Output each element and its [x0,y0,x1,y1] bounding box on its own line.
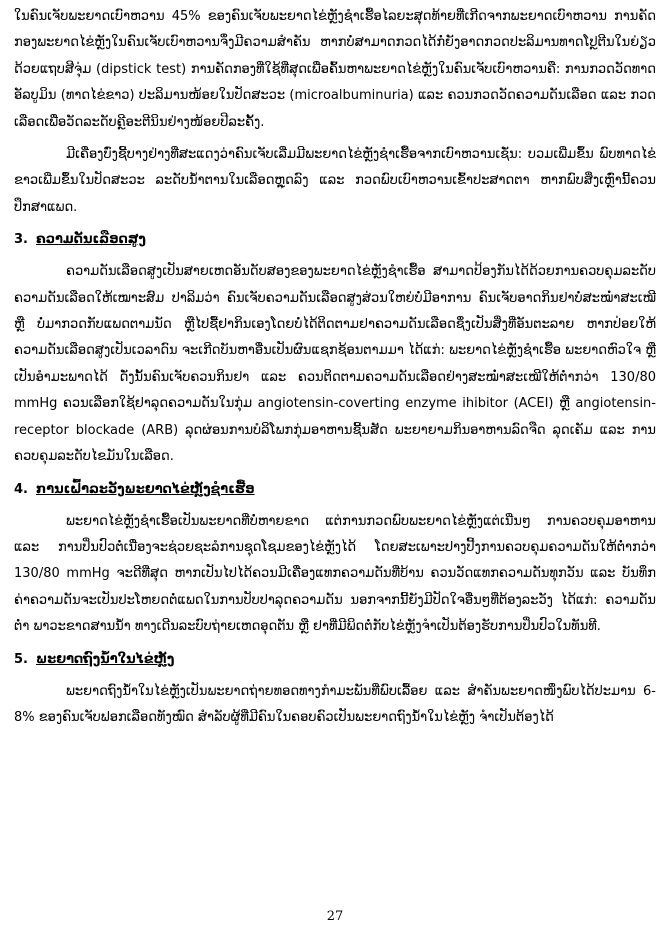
paragraph-diabetes-screening: ໃນຄົນເຈັບພະຍາດເບົາຫວານ 45% ຂອງຄົນເຈັບພະຍາດໄຂ່ຫຼັງຊໍາເຮື້ອໄລຍະສຸດທ້າຍທີ່ເກີດຈາກພະຍາດເບົາຫວານ ການຄັດກອງພະຍາດໄຂ່ຫຼັງໃນຄົນເຈັບເບົາຫວານຈຶ່ງມີຄວາມສໍາຄັນ ຫາກບໍ່ສາມາດກວດໄດ້ກໍ່ຍັງອາດກວດປະລິມານທາດໂປຼຕີນໃນຍ່ຽວດ້ວຍແຖບສີຈຸ່ມ (dipstick test) ການຄັດກອງທີ່ໃຊ້ທີ່ສຸດເພື່ອຄົ້ນຫາພະຍາດໄຂ່ຫຼັງໃນຄົນເຈັບເບົາຫວານຄື: ການກວດວັດທາດອັລບູມິນ (ທາດໄຂ່ຂາວ) ປະລິມານໜ້ອຍໃນປັດສະວະ (microalbuminuria) ແລະ ຄວນກວດວັດຄວາມດັນເລືອດ ແລະ ກວດເລືອດເພື່ອວັດລະດັບຄຼີອະຕີນິນຢ່າງໜ້ອຍປີລະຄັ້ງ. [14,9,656,130]
section-number: 5. [14,651,28,667]
section-heading-polycystic-kidney [14,647,656,673]
section-heading-hypertension [14,227,656,253]
paragraph-warning-signs: ມີເຄື່ອງບົ່ງຊີ້ບາງຢ່າງທີ່ສະແດງວ່າຄົນເຈັບເລີ່ມມີພະຍາດໄຂ່ຫຼັງຊໍາເຮື້ອຈາກເບົາຫວານເຊັ່ນ: ບວມເພີ່ມຂຶ້ນ ພົບທາດໄຂ່ຂາວເພີ່ມຂຶ້ນໃນປັດສະວະ ລະດັບນໍ້າຕານໃນເລືອດຫຼຸດລົງ ແລະ ກວດພົບເບົາຫວານເຂົ້າປະສາດຕາ ຫາກພົບສິ່ງເຫຼົ່ານີ້ຄວນປຶກສາແພດ. [14,147,656,215]
section-number: 3. [14,232,28,248]
section-heading-monitoring [14,477,656,503]
paragraph-monitoring: ພະຍາດໄຂ່ຫຼັງຊໍາເຮື້ອເປັນພະຍາດທີ່ບໍ່ຫາຍຂາດ ແຕ່ການກວດພົບພະຍາດໄຂ່ຫຼັງແຕ່ເນີ່ນໆ ການຄວບຄຸມອາຫານ ແລະ ການປິ່ນປົວຕໍ່ເນື່ອງຈະຊ່ວຍຊະລໍການຊຸດໂຊມຂອງໄຂ່ຫຼັງໄດ້ ໂດຍສະເພາະປາງປີ້ງການຄວບຄຸມຄວາມດັນໃຫ້ຕໍ່າກວ່າ 130/80 mmHg ຈະດີທີ່ສຸດ ຫາກເປັນໄປໄດ້ຄວນມີເຄື່ອງແທກຄວາມດັນທີ່ບ້ານ ຄວນວັດແທກຄວາມດັນທຸກວັນ ແລະ ບັນທຶກຄ່າຄວາມດັນຈະເປັນປະໂຫຍດຕໍ່ແພດໃນການປັບປາລຸດຄວາມດັນ ນອກຈາກນີ້ຍັງມີປັດໃຈອື່ນໆທີ່ຕ້ອງລະວັງ ໄດ້ແກ່: ຄວາມດັນຕໍ່າ ພາວະຂາດສານນໍ້າ ທາງເດີນລະບົບຖ່າຍເຫດອຸດຕັນ ຫຼື ຢາທີ່ມີພິດຕໍ່ກັບໄຂ່ຫຼັງຈໍາເປັນຕ້ອງຮັບການປິ່ນປົວໃນທັນທີ. [14,513,656,635]
paragraph-polycystic-kidney: ພະຍາດຖົງນໍ້າໃນໄຂ່ຫຼັງເປັນພະຍາດຖ່າຍທອດທາງກໍາມະພັນທີ່ພົບເລື້ອຍ ແລະ ສໍາຄັນພະຍາດໜຶ່ງພົບໄດ້ປະມານ 6-8% ຂອງຄົນເຈັບຟອກເລືອດທັງໝົດ ສໍາລັບຜູ້ທີ່ມີຄົນໃນຄອບຄົວເປັນພະຍາດຖົງນໍ້າໃນໄຂ່ຫຼັງ ຈໍາເປັນຕ້ອງໄດ້ [14,683,656,725]
section-title: ການເຝົ້າລະວັງພະຍາດໄຂ່ຫຼັງຊໍາເຮື້ອ [35,481,255,497]
section-title: ພະຍາດຖົງນໍ້າໃນໄຂ່ຫຼັງ [35,651,175,667]
paragraph-hypertension: ຄວາມດັນເລືອດສູງເປັນສາຍເຫດອັນດັບສອງຂອງພະຍາດໄຂ່ຫຼັງຊໍາເຮື້ອ ສາມາດປ້ອງກັນໄດ້ດ້ວຍການຄວບຄຸມລະດັບຄວາມດັນເລືອດໃຫ້ເໝາະສົມ ປາລິມວ່າ ຄົນເຈັບຄວາມດັນເລືອດສູງສ່ວນໃຫຍ່ບໍ່ມີອາການ ຄົນເຈັບອາດກິນຢາບໍ່ສະໝໍ່າສະເໝີ ຫຼື ບໍ່ມາກວດກັບແພດຕາມນັດ ຫຼືໄປຊື້ຢາກິນເອງໂດຍບໍ່ໄດ້ຕິດຕາມຢາຄວາມດັນເລືອດຊຶ່ງເປັນສິ່ງທີ່ອັນຕະລາຍ ຫາກປ່ອຍໃຫ້ຄວາມດັນເລືອດສູງເປັນເວລາດົນ ຈະເກີດບັນຫາອື່ນເປັນຜົນແຊກຊ້ອນຕາມມາ ໄດ້ແກ່: ພະຍາດໄຂ່ຫຼັງຊໍາເຮື້ອ ພະຍາດຫົວໃຈ ຫຼືເປັນອໍາມະພາດໄດ້ ດັ່ງນັ້ນຄົນເຈັບຄວນກິນຢາ ແລະ ຄວນຕິດຕາມຄວາມດັນເລືອດຢ່າງສະໝໍ່າສະເໝີໃຫ້ຕໍ່າກວ່າ 130/80 mmHg ຄວນເລືອກໃຊ້ຢາລຸດຄວາມດັນໃນກຸ່ມ angiotensin-coverting enzyme ihibitor (ACEI) ຫຼື angiotensin-receptor blockade (ARB) ລຸດຜ່ອນການບໍລິໂພກກຸ່ມອາຫານຊີ້ນສັດ ພະຍາຍາມກິນອາຫານລົດຈືດ ລຸດເຄັມ ແລະ ການຄວບຄຸມລະດັບໄຂມັນໃນເລືອດ. [14,264,656,465]
page-number: 27 [326,909,344,924]
section-title: ຄວາມດັນເລືອດສູງ [35,232,146,248]
section-number: 4. [14,481,28,497]
document-page [14,4,656,934]
